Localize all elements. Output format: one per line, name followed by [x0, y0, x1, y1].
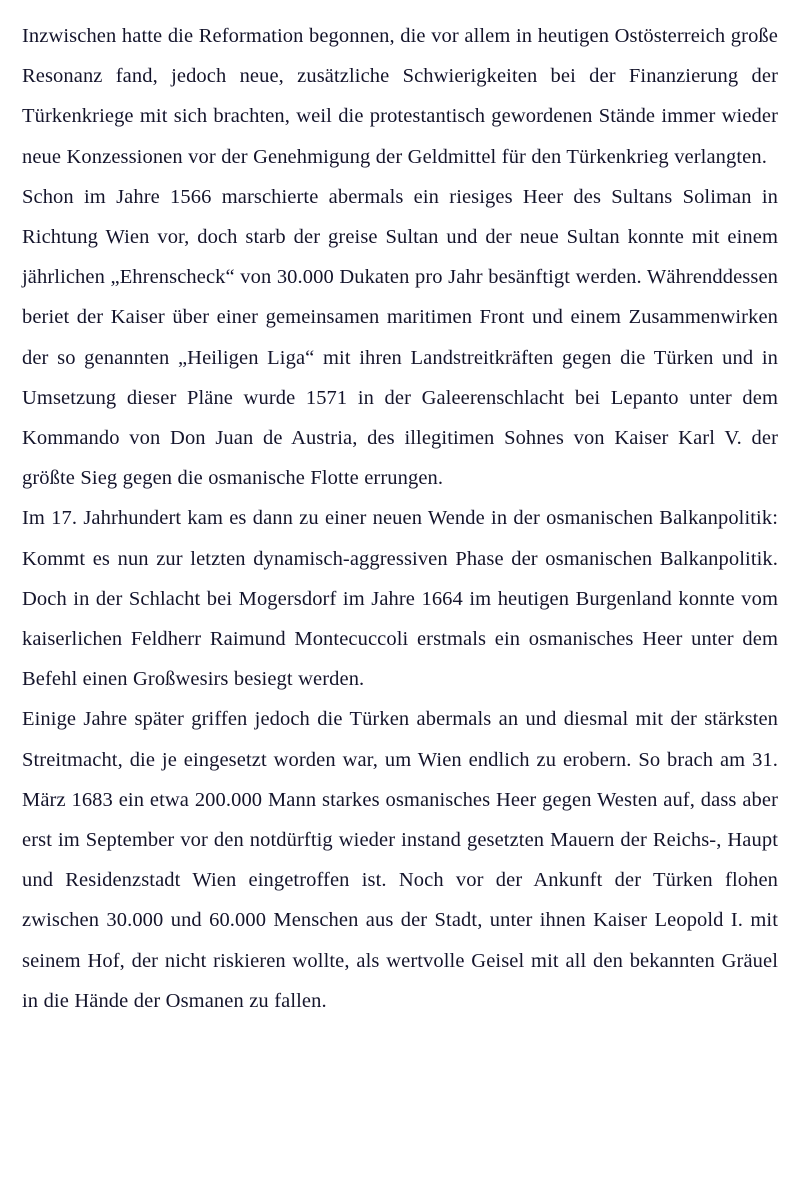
paragraph-4: Einige Jahre später griffen jedoch die Türken abermals an und diesmal mit der stärksten Streitmacht, die je eingesetzt worden war, um Wien endlich zu erobern. So brach am 31. März 1683 ein etwa 200.000 Mann starkes osmanisches Heer gegen Westen auf, dass aber erst im September vor den notdürftig wieder instand gesetzten Mauern der Reichs-, Haupt und Residenzstadt Wien eingetroffen ist. Noch vor der Ankunft der Türken flohen zwischen 30.000 und 60.000 Menschen aus der Stadt, unter ihnen Kaiser Leopold I. mit seinem Hof, der nicht riskieren wollte, als wertvolle Geisel mit all den bekannten Gräuel in die Hände der Osmanen zu fallen.	[22, 708, 778, 1012]
document-body	[22, 16, 778, 1021]
paragraph-3: Im 17. Jahrhundert kam es dann zu einer neuen Wende in der osmanischen Balkanpolitik: Kommt es nun zur letzten dynamisch-aggressiven Phase der osmanischen Balkanpolitik. Doch in der Schlacht bei Mogersdorf im Jahre 1664 im heutigen Burgenland konnte vom kaiserlichen Feldherr Raimund Montecuccoli erstmals ein osmanisches Heer unter dem Befehl einen Großwesirs besiegt werden.	[22, 507, 778, 691]
paragraph-1: Inzwischen hatte die Reformation begonnen, die vor allem in heutigen Ostösterreich große Resonanz fand, jedoch neue, zusätzliche Schwierigkeiten bei der Finanzierung der Türkenkriege mit sich brachten, weil die protestantisch gewordenen Stände immer wieder neue Konzessionen vor der Genehmigung der Geldmittel für den Türkenkrieg verlangten.	[22, 25, 778, 168]
paragraph-2: Schon im Jahre 1566 marschierte abermals ein riesiges Heer des Sultans Soliman in Richtung Wien vor, doch starb der greise Sultan und der neue Sultan konnte mit einem jährlichen „Ehrenscheck“ von 30.000 Dukaten pro Jahr besänftigt werden. Währenddessen beriet der Kaiser über einer gemeinsamen maritimen Front und einem Zusammenwirken der so genannten „Heiligen Liga“ mit ihren Landstreitkräften gegen die Türken und in Umsetzung dieser Pläne wurde 1571 in der Galeerenschlacht bei Lepanto unter dem Kommando von Don Juan de Austria, des illegitimen Sohnes von Kaiser Karl V. der größte Sieg gegen die osmanische Flotte errungen.	[22, 185, 778, 490]
